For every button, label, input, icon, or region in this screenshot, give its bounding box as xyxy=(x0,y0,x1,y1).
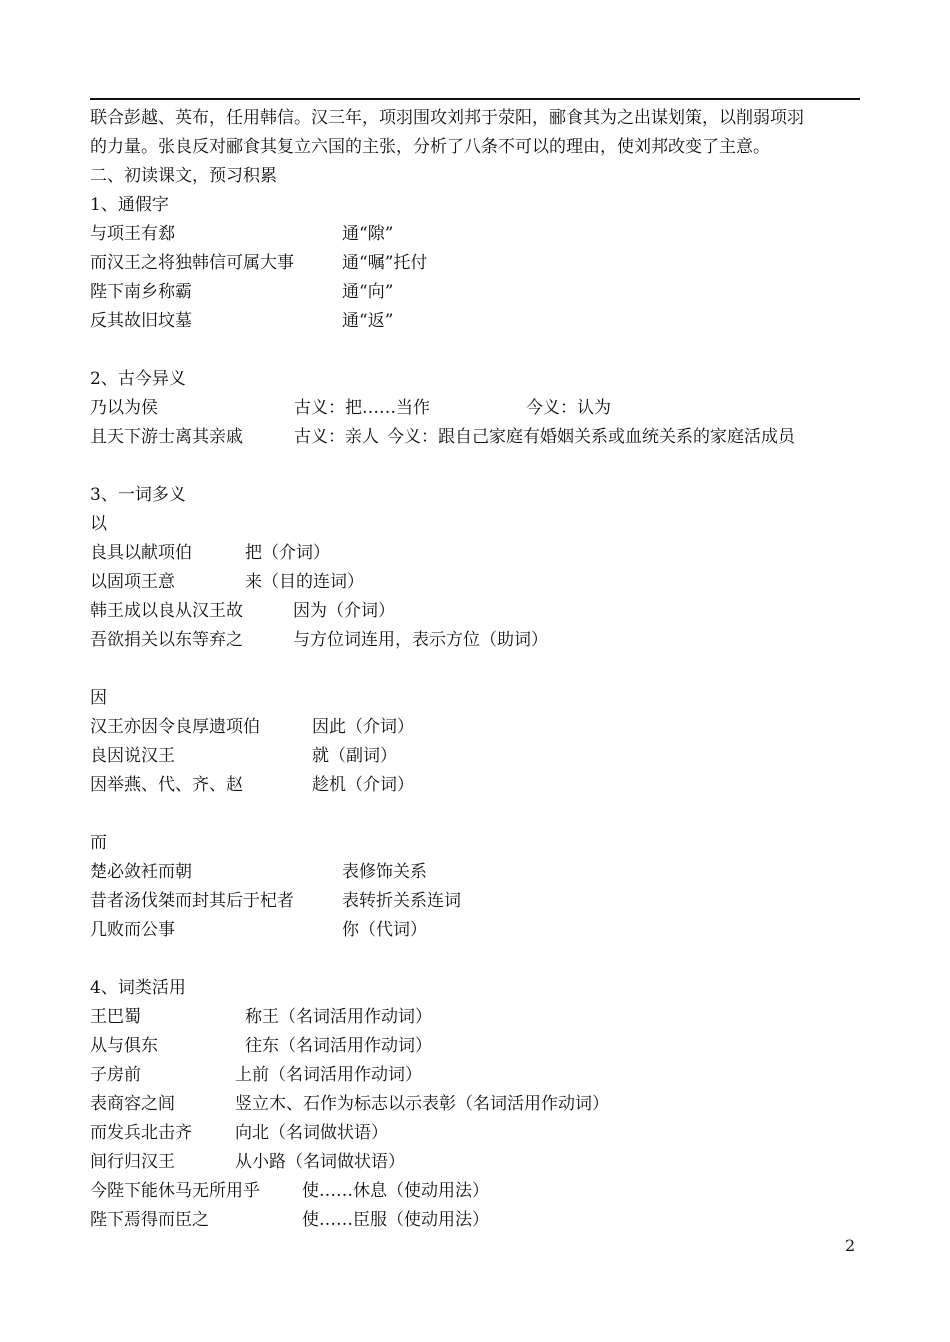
huoyong-item xyxy=(90,1206,865,1235)
term: 反其故旧坟墓 xyxy=(90,311,192,331)
gloss: 通“向” xyxy=(342,282,394,302)
gloss: 因此（介词） xyxy=(312,717,414,737)
gloss: 通“隙” xyxy=(342,224,394,244)
section-heading: 二、初读课文，预习积累 xyxy=(90,166,277,186)
term: 汉王亦因令良厚遗项伯 xyxy=(90,717,260,737)
intro-line: 的力量。张良反对郦食其复立六国的主张，分析了八条不可以的理由，使刘邦改变了主意。 xyxy=(90,137,770,157)
huoyong-item xyxy=(90,1003,865,1032)
gloss: 你（代词） xyxy=(342,920,427,940)
page-number: 2 xyxy=(845,1236,856,1255)
huoyong-item xyxy=(90,1177,865,1206)
gloss: 趁机（介词） xyxy=(312,775,414,795)
term: 今陛下能休马无所用乎 xyxy=(90,1181,260,1201)
gloss: 通“返” xyxy=(342,311,394,331)
polysemy-item xyxy=(90,568,865,597)
term: 而发兵北击齐 xyxy=(90,1123,192,1143)
term: 王巴蜀 xyxy=(90,1007,141,1027)
term: 子房前 xyxy=(90,1065,141,1085)
term: 间行归汉王 xyxy=(90,1152,175,1172)
polysemy-item xyxy=(90,742,865,771)
huoyong-heading: 4、词类活用 xyxy=(90,978,186,998)
huoyong-item xyxy=(90,1061,865,1090)
tongjia-item xyxy=(90,249,865,278)
gloss: 从小路（名词做状语） xyxy=(235,1152,405,1172)
ancient-meaning: 古义：亲人 xyxy=(294,427,379,447)
gloss: 与方位词连用，表示方位（助词） xyxy=(293,630,548,650)
huoyong-item xyxy=(90,1090,865,1119)
header-rule xyxy=(90,98,860,100)
polysemy-item xyxy=(90,597,865,626)
gloss: 把（介词） xyxy=(245,543,330,563)
polysemy-item xyxy=(90,626,865,655)
term: 因举燕、代、齐、赵 xyxy=(90,775,243,795)
gloss: 上前（名词活用作动词） xyxy=(235,1065,422,1085)
gloss: 竖立木、石作为标志以示表彰（名词活用作动词） xyxy=(235,1094,609,1114)
term: 陛下南乡称霸 xyxy=(90,282,192,302)
term: 良具以献项伯 xyxy=(90,543,192,563)
gloss: 来（目的连词） xyxy=(245,572,364,592)
term: 楚必敛衽而朝 xyxy=(90,862,192,882)
term: 陛下焉得而臣之 xyxy=(90,1210,209,1230)
polysemy-item xyxy=(90,771,865,800)
gloss: 因为（介词） xyxy=(293,601,395,621)
duoyi-heading: 3、一词多义 xyxy=(90,485,186,505)
term: 吾欲捐关以东等弃之 xyxy=(90,630,243,650)
term: 而汉王之将独韩信可属大事 xyxy=(90,253,294,273)
polysemy-item xyxy=(90,858,865,887)
tongjia-item xyxy=(90,278,865,307)
term: 乃以为侯 xyxy=(90,398,158,418)
term: 韩王成以良从汉王故 xyxy=(90,601,243,621)
polysemy-item xyxy=(90,539,865,568)
gloss: 表转折关系连词 xyxy=(342,891,461,911)
ancient-meaning: 古义：把……当作 xyxy=(294,398,430,418)
gloss: 使……臣服（使动用法） xyxy=(302,1210,489,1230)
huoyong-item xyxy=(90,1119,865,1148)
modern-meaning: 今义：跟自己家庭有婚姻关系或血统关系的家庭活成员 xyxy=(387,427,795,447)
term: 良因说汉王 xyxy=(90,746,175,766)
polysemy-item xyxy=(90,713,865,742)
huoyong-item xyxy=(90,1148,865,1177)
term: 从与俱东 xyxy=(90,1036,158,1056)
term: 昔者汤伐桀而封其后于杞者 xyxy=(90,891,294,911)
term: 且天下游士离其亲戚 xyxy=(90,427,243,447)
gloss: 往东（名词活用作动词） xyxy=(245,1036,432,1056)
tongjia-heading: 1、通假字 xyxy=(90,195,169,215)
polysemy-char: 而 xyxy=(90,833,107,853)
polysemy-item xyxy=(90,916,865,945)
gujin-item xyxy=(90,423,865,452)
tongjia-item xyxy=(90,307,865,336)
polysemy-char: 因 xyxy=(90,688,107,708)
gloss: 就（副词） xyxy=(312,746,397,766)
gujin-heading: 2、古今异义 xyxy=(90,369,186,389)
gloss: 表修饰关系 xyxy=(342,862,427,882)
gloss: 称王（名词活用作动词） xyxy=(245,1007,432,1027)
gujin-item xyxy=(90,394,865,423)
tongjia-item xyxy=(90,220,865,249)
term: 以固项王意 xyxy=(90,572,175,592)
term: 几败而公事 xyxy=(90,920,175,940)
polysemy-char: 以 xyxy=(90,514,107,534)
gloss: 使……休息（使动用法） xyxy=(302,1181,489,1201)
gloss: 通“嘱”托付 xyxy=(342,253,428,273)
polysemy-item xyxy=(90,887,865,916)
huoyong-item xyxy=(90,1032,865,1061)
term: 与项王有郄 xyxy=(90,224,175,244)
gloss: 向北（名词做状语） xyxy=(235,1123,388,1143)
modern-meaning: 今义：认为 xyxy=(526,398,611,418)
document-body xyxy=(90,104,865,1235)
intro-line: 联合彭越、英布，任用韩信。汉三年，项羽围攻刘邦于荥阳，郦食其为之出谋划策，以削弱项羽 xyxy=(90,108,804,128)
term: 表商容之闾 xyxy=(90,1094,175,1114)
